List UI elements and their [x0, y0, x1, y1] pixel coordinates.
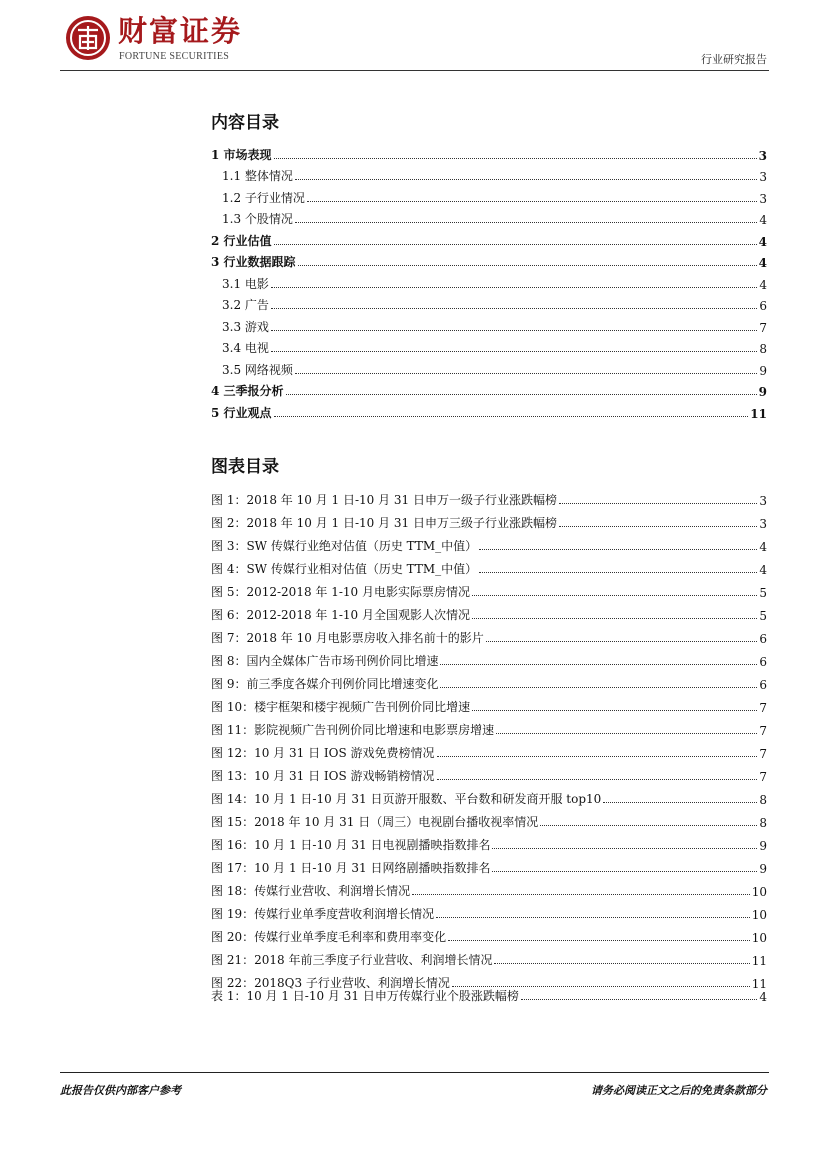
toc-leader-dots — [559, 526, 757, 527]
toc-entry-label: 图 6：2012-2018 年 1-10 月全国观影人次情况 — [211, 608, 470, 622]
footer-disclaimer-left: 此报告仅供内部客户参考 — [60, 1084, 181, 1097]
toc-page-number: 4 — [758, 234, 767, 249]
toc-entry-label: 3.1 电影 — [222, 276, 269, 291]
toc-entry[interactable] — [211, 692, 767, 715]
toc-leader-dots — [472, 710, 757, 711]
toc-entry[interactable] — [211, 577, 767, 600]
toc-entry[interactable] — [211, 313, 767, 335]
brand-name-cn: 财富证券 — [118, 14, 243, 48]
toc-entry-label: 1.3 个股情况 — [222, 212, 293, 226]
toc-page-number: 9 — [759, 363, 767, 378]
toc-entry-label: 2 行业估值 — [211, 233, 272, 248]
toc-entry-label: 3.2 广告 — [222, 298, 269, 312]
toc-page-number: 9 — [758, 385, 767, 399]
toc-page-number: 7 — [759, 770, 767, 784]
toc-page-number: 10 — [751, 908, 767, 922]
toc-entry-label: 图 9：前三季度各媒介刊例价同比增速变化 — [211, 677, 439, 691]
toc-entry-label: 3.3 游戏 — [222, 319, 269, 334]
toc-leader-dots — [440, 687, 757, 688]
tables-list — [211, 981, 767, 1004]
footer-divider — [60, 1072, 769, 1073]
footer-disclaimer-right: 请务必阅读正文之后的免责条款部分 — [591, 1084, 767, 1097]
toc-entry-label: 1 市场表现 — [211, 147, 272, 162]
toc-leader-dots — [603, 802, 757, 803]
toc-page-number: 5 — [759, 586, 767, 600]
toc-leader-dots — [472, 595, 757, 596]
toc-page-number: 10 — [751, 885, 767, 899]
toc-entry[interactable] — [211, 508, 767, 531]
toc-entry[interactable] — [211, 807, 767, 830]
toc-page-number: 8 — [759, 793, 767, 807]
toc-page-number: 4 — [758, 256, 767, 270]
toc-entry-label: 1.1 整体情况 — [222, 169, 293, 183]
toc-leader-dots — [271, 330, 757, 331]
toc-page-number: 4 — [759, 540, 767, 554]
toc-entry[interactable] — [211, 945, 767, 968]
toc-page-number: 4 — [759, 990, 767, 1004]
toc-entry-label: 图 4：SW 传媒行业相对估值（历史 TTM_中值） — [211, 562, 478, 576]
toc-page-number: 4 — [759, 277, 767, 292]
toc-entry[interactable] — [211, 669, 767, 692]
toc-leader-dots — [492, 848, 757, 849]
toc-leader-dots — [274, 244, 757, 245]
toc-entry[interactable] — [211, 853, 767, 876]
toc-entry-label: 图 8：国内全媒体广告市场刊例价同比增速 — [211, 654, 439, 668]
toc-page-number: 7 — [759, 320, 767, 335]
toc-page-number: 3 — [759, 517, 767, 531]
toc-entry[interactable] — [211, 554, 767, 577]
toc-entry-label: 图 5：2012-2018 年 1-10 月电影实际票房情况 — [211, 585, 470, 599]
header-divider — [60, 70, 769, 71]
toc-leader-dots — [486, 641, 758, 642]
toc-entry[interactable] — [211, 227, 767, 249]
toc-page-number: 8 — [759, 816, 767, 830]
toc-entry[interactable] — [211, 784, 767, 807]
toc-entry-label: 图 1：2018 年 10 月 1 日-10 月 31 日申万一级子行业涨跌幅榜 — [211, 493, 558, 507]
toc-entry[interactable] — [211, 738, 767, 761]
toc-leader-dots — [540, 825, 757, 826]
toc-entry-label: 图 14：10 月 1 日-10 月 31 日页游开服数、平台数和研发商开服 top10 — [211, 792, 602, 806]
toc-leader-dots — [559, 503, 757, 504]
toc-entry-label: 图 10：楼宇框架和楼宇视频广告刊例价同比增速 — [211, 700, 471, 714]
fortune-securities-logo — [64, 14, 112, 62]
toc-leader-dots — [496, 733, 757, 734]
toc-entry-label: 5 行业观点 — [211, 405, 272, 420]
toc-leader-dots — [440, 664, 757, 665]
toc-leader-dots — [286, 394, 757, 395]
toc-page-number: 4 — [759, 563, 767, 577]
toc-entry-label: 图 13：10 月 31 日 IOS 游戏畅销榜情况 — [211, 769, 435, 783]
toc-page-number: 7 — [759, 747, 767, 761]
toc-entry[interactable] — [211, 163, 767, 185]
toc-page-number: 5 — [759, 609, 767, 623]
toc-leader-dots — [295, 222, 757, 223]
toc-entry-label: 图 12：10 月 31 日 IOS 游戏免费榜情况 — [211, 746, 435, 760]
toc-entry[interactable] — [211, 876, 767, 899]
toc-page-number: 3 — [759, 191, 767, 206]
toc-page-number: 7 — [759, 701, 767, 715]
toc-entry-label: 图 2：2018 年 10 月 1 日-10 月 31 日申万三级子行业涨跌幅榜 — [211, 516, 558, 530]
toc-leader-dots — [437, 779, 758, 780]
toc-leader-dots — [271, 287, 757, 288]
toc-entry-label: 3.5 网络视频 — [222, 362, 293, 377]
toc-page-number: 6 — [759, 678, 767, 692]
toc-entry-label: 表 1：10 月 1 日-10 月 31 日申万传媒行业个股涨跌幅榜 — [211, 989, 519, 1003]
toc-leader-dots — [295, 373, 757, 374]
toc-page-number: 9 — [759, 862, 767, 876]
toc-entry[interactable] — [211, 981, 767, 1004]
brand-name-en: FORTUNE SECURITIES — [119, 51, 230, 62]
toc-leader-dots — [436, 917, 750, 918]
page-header — [0, 0, 827, 72]
toc-leader-dots — [437, 756, 758, 757]
toc-entry-label: 图 18：传媒行业营收、利润增长情况 — [211, 884, 411, 898]
report-type-label: 行业研究报告 — [701, 53, 767, 66]
toc-entry-label: 3.4 电视 — [222, 341, 269, 355]
contents-title: 内容目录 — [211, 113, 279, 133]
toc-entry[interactable] — [211, 335, 767, 357]
toc-leader-dots — [271, 351, 757, 352]
toc-entry-label: 4 三季报分析 — [211, 384, 284, 398]
toc-entry[interactable] — [211, 184, 767, 206]
toc-page-number: 10 — [751, 931, 767, 945]
toc-entry-label: 图 21：2018 年前三季度子行业营收、利润增长情况 — [211, 953, 493, 967]
toc-leader-dots — [274, 416, 749, 417]
toc-entry[interactable] — [211, 761, 767, 784]
toc-entry[interactable] — [211, 600, 767, 623]
toc-page-number: 11 — [751, 954, 767, 968]
toc-leader-dots — [298, 265, 757, 266]
figures-title: 图表目录 — [211, 457, 279, 477]
toc-entry[interactable] — [211, 830, 767, 853]
toc-entry-label: 3 行业数据跟踪 — [211, 255, 296, 269]
toc-entry-label: 图 7：2018 年 10 月电影票房收入排名前十的影片 — [211, 631, 484, 645]
toc-leader-dots — [479, 572, 757, 573]
figures-list — [211, 485, 767, 991]
toc-entry[interactable] — [211, 292, 767, 314]
toc-page-number: 6 — [759, 632, 767, 646]
toc-leader-dots — [479, 549, 757, 550]
toc-leader-dots — [494, 963, 749, 964]
toc-entry[interactable] — [211, 623, 767, 646]
toc-entry[interactable] — [211, 378, 767, 400]
toc-page-number: 6 — [759, 655, 767, 669]
toc-page-number: 11 — [751, 977, 767, 991]
toc-entry-label: 图 11：影院视频广告刊例价同比增速和电影票房增速 — [211, 723, 495, 737]
toc-entry-label: 图 19：传媒行业单季度营收利润增长情况 — [211, 907, 435, 921]
toc-page-number: 9 — [759, 839, 767, 853]
toc-entry[interactable] — [211, 485, 767, 508]
toc-entry-label: 图 3：SW 传媒行业绝对估值（历史 TTM_中值） — [211, 539, 478, 553]
toc-leader-dots — [274, 158, 757, 159]
toc-entry-label: 图 15：2018 年 10 月 31 日（周三）电视剧台播收视率情况 — [211, 815, 539, 829]
toc-entry[interactable] — [211, 899, 767, 922]
toc-entry-label: 图 20：传媒行业单季度毛利率和费用率变化 — [211, 930, 447, 944]
toc-entry[interactable] — [211, 141, 767, 163]
toc-leader-dots — [412, 894, 750, 895]
toc-page-number: 3 — [759, 170, 767, 184]
toc-entry-label: 图 22：2018Q3 子行业营收、利润增长情况 — [211, 976, 450, 990]
toc-page-number: 7 — [759, 724, 767, 738]
toc-entry[interactable] — [211, 922, 767, 945]
toc-entry[interactable] — [211, 399, 767, 421]
toc-page-number: 6 — [759, 299, 767, 313]
toc-leader-dots — [271, 308, 757, 309]
toc-page-number: 3 — [758, 148, 767, 163]
toc-entry[interactable] — [211, 206, 767, 228]
toc-entry[interactable] — [211, 715, 767, 738]
toc-page-number: 11 — [750, 406, 767, 421]
toc-entry-label: 图 17：10 月 1 日-10 月 31 日网络剧播映指数排名 — [211, 861, 491, 875]
contents-list — [211, 141, 767, 421]
toc-leader-dots — [295, 179, 757, 180]
toc-entry[interactable] — [211, 646, 767, 669]
toc-entry[interactable] — [211, 270, 767, 292]
toc-page-number: 4 — [759, 213, 767, 227]
toc-entry-label: 图 16：10 月 1 日-10 月 31 日电视剧播映指数排名 — [211, 838, 491, 852]
toc-leader-dots — [307, 201, 757, 202]
toc-page-number: 3 — [759, 494, 767, 508]
toc-entry[interactable] — [211, 249, 767, 271]
toc-leader-dots — [472, 618, 757, 619]
toc-entry-label: 1.2 子行业情况 — [222, 190, 305, 205]
toc-entry[interactable] — [211, 531, 767, 554]
toc-entry[interactable] — [211, 356, 767, 378]
toc-leader-dots — [521, 999, 758, 1000]
toc-page-number: 8 — [759, 342, 767, 356]
toc-leader-dots — [492, 871, 757, 872]
toc-leader-dots — [448, 940, 750, 941]
